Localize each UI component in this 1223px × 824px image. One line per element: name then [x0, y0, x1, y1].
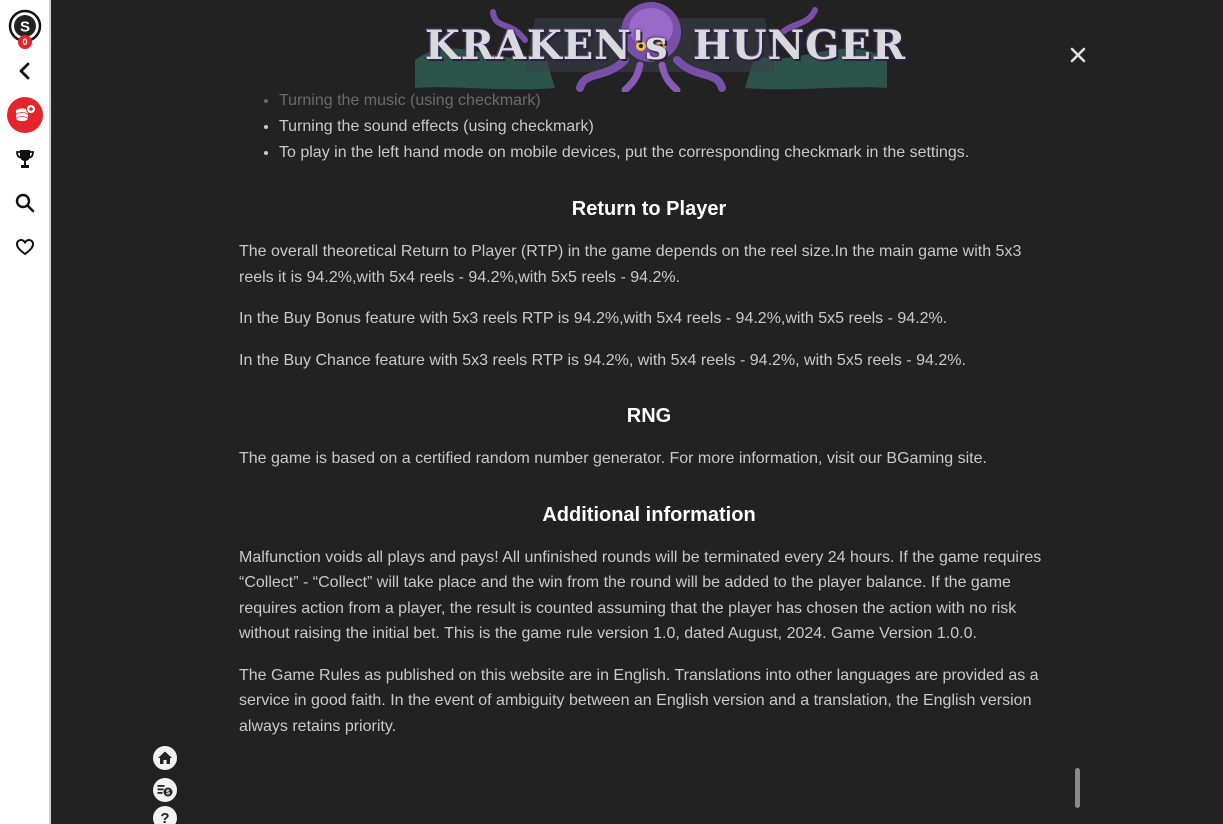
- list-item: • Turning the sound effects (using checkmark): [279, 114, 1059, 140]
- help-icon: [153, 806, 177, 824]
- notification-badge: 0: [18, 35, 32, 49]
- rtp-paragraph: The overall theoretical Return to Player (RTP) in the game depends on the reel size.In the main game with 5x3 reels it is 94.2%,with 5x4 reels - 94.2%,with 5x5 reels - 94.2%.: [239, 243, 1022, 286]
- heart-icon[interactable]: [7, 229, 43, 265]
- back-icon[interactable]: [7, 53, 43, 89]
- list-item: • Turning the music (using checkmark): [279, 88, 1059, 114]
- search-icon[interactable]: [7, 185, 43, 221]
- rng-paragraph: The game is based on a certified random number generator. For more information, visit our BGaming site.: [239, 450, 987, 467]
- close-icon: [1070, 47, 1086, 63]
- logo-text-krakens: KRAKEN's: [425, 22, 669, 69]
- section-title-rtp: Return to Player: [571, 198, 727, 220]
- sidebar: [0, 0, 51, 824]
- logo-text-hunger: HUNGER: [693, 22, 907, 69]
- bet-history-icon: [153, 778, 177, 802]
- trophy-icon[interactable]: [7, 141, 43, 177]
- rules-content: [239, 88, 1059, 755]
- section-title-rng: RNG: [626, 405, 672, 427]
- rtp-paragraph: In the Buy Chance feature with 5x3 reels RTP is 94.2%, with 5x4 reels - 94.2%, with 5x5 reels - 94.2%.: [239, 351, 966, 369]
- game-logo: [415, 0, 907, 92]
- help-button[interactable]: [153, 806, 177, 824]
- section-title-additional: Additional information: [542, 503, 756, 526]
- list-item: • To play in the left hand mode on mobile devices, put the corresponding checkmark in the settings.: [279, 140, 1059, 166]
- bet-history-button[interactable]: [153, 778, 177, 802]
- help-glyph: ?: [160, 810, 170, 824]
- svg-text:$: $: [166, 789, 170, 797]
- additional-paragraph: The Game Rules as published on this website are in English. Translations into other languages are provided as a service in good faith. In the event of ambiguity between an English version and a translation, the English version always retains priority.: [239, 666, 1039, 735]
- scrollbar-thumb[interactable]: [1075, 768, 1080, 808]
- home-icon: [153, 746, 177, 770]
- game-rules-panel: [53, 0, 1223, 824]
- svg-text:S: S: [19, 18, 31, 36]
- coins-icon[interactable]: [7, 97, 43, 133]
- rtp-paragraph: In the Buy Bonus feature with 5x3 reels RTP is 94.2%,with 5x4 reels - 94.2%,with 5x5 reels - 94.2%.: [239, 310, 948, 327]
- home-button[interactable]: [153, 746, 177, 770]
- additional-paragraph: Malfunction voids all plays and pays! All unfinished rounds will be terminated every 24 hours. If the game requires “Collect” - “Collect” will take place and the win from the round will be added to the player balance. If the game requires action from a player, the result is counted assuming that the player has chosen the action with no risk without raising the initial bet. This is the game rule version 1.0, dated August, 2024. Game Version 1.0.0.: [239, 548, 1042, 642]
- settings-list: [239, 88, 1059, 166]
- close-button[interactable]: [1066, 43, 1090, 67]
